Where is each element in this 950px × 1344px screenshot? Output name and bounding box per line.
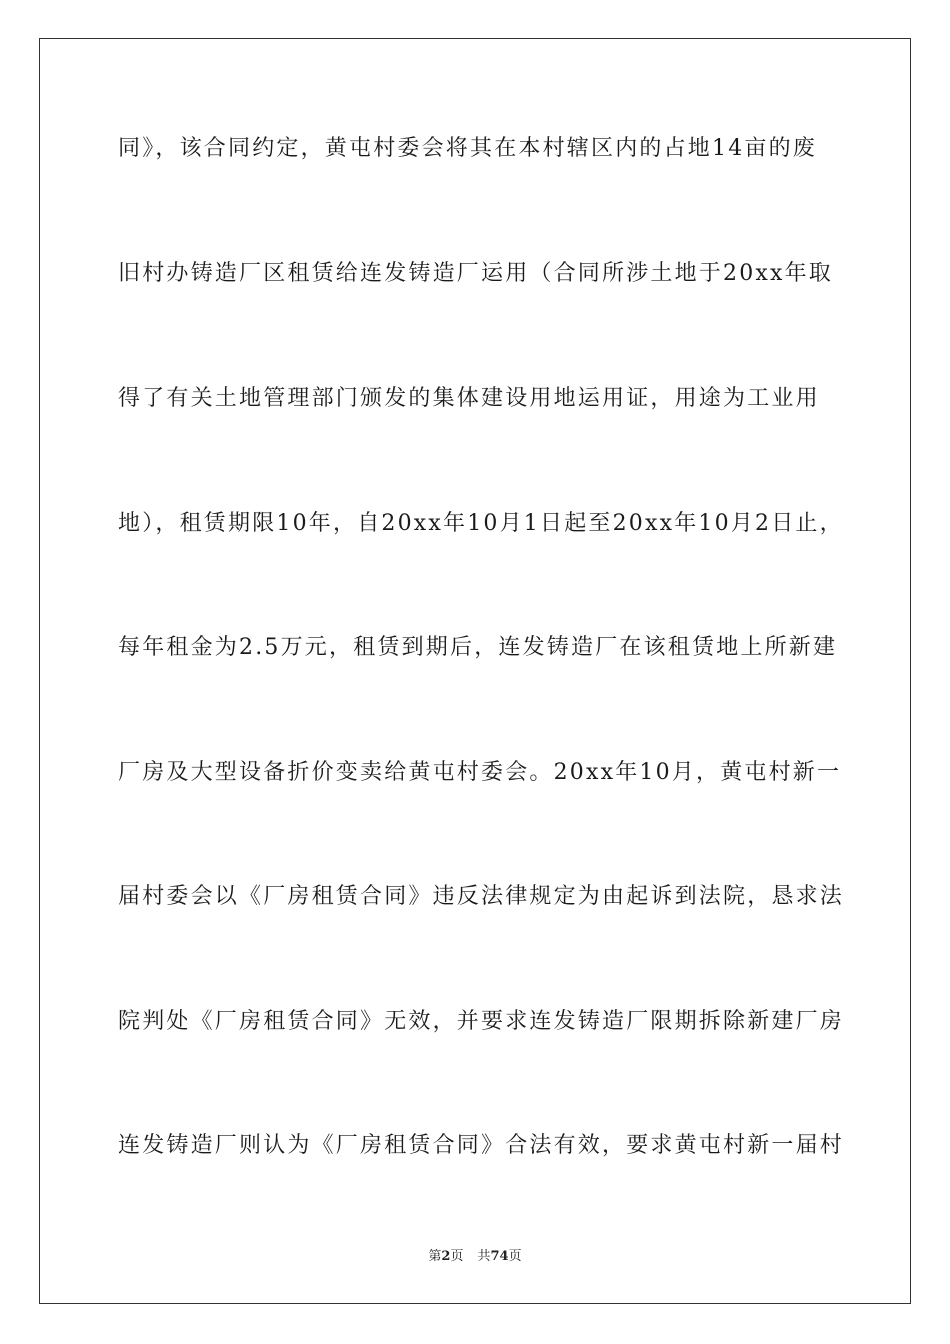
page-footer: [0, 1245, 950, 1264]
text-line-5: 每年租金为2.5万元，租赁到期后，连发铸造厂在该租赁地上所新建: [118, 635, 838, 660]
page-suffix: 页: [450, 1249, 464, 1264]
text-line-7: 届村委会以《厂房租赁合同》违反法律规定为由起诉到法院，恳求法: [118, 884, 845, 909]
text-line-6: 厂房及大型设备折价变卖给黄屯村委会。20xx年10月，黄屯村新一: [118, 760, 842, 785]
text-line-9: 连发铸造厂则认为《厂房租赁合同》合法有效，要求黄屯村新一届村: [118, 1133, 845, 1158]
text-line-4: 地），租赁期限10年，自20xx年10月1日起至20xx年10月2日止，: [118, 511, 844, 536]
total-suffix: 页: [508, 1249, 522, 1264]
text-line-1: 同》，该合同约定，黄屯村委会将其在本村辖区内的占地14亩的废: [118, 136, 817, 161]
page-prefix: 第: [428, 1249, 442, 1264]
page-number: 2: [441, 1249, 451, 1264]
text-line-3: 得了有关土地管理部门颁发的集体建设用地运用证，用途为工业用: [118, 386, 820, 411]
total-prefix: 共: [477, 1249, 491, 1264]
page-border: [39, 38, 911, 1304]
total-pages: 74: [490, 1249, 509, 1264]
text-line-2: 旧村办铸造厂区租赁给连发铸造厂运用（合同所涉土地于20xx年取: [118, 261, 834, 286]
text-line-8: 院判处《厂房租赁合同》无效，并要求连发铸造厂限期拆除新建厂房: [118, 1009, 845, 1034]
